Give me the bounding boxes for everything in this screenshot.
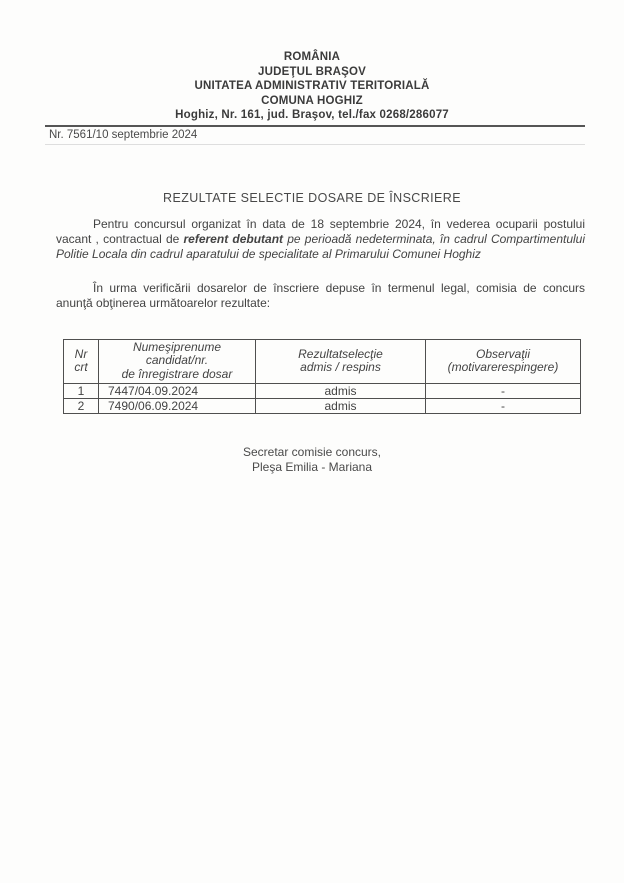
col-header-result (256, 339, 426, 384)
col-header-line: admis / respins (300, 360, 381, 375)
col-header-line: Rezultatselecţie (298, 346, 383, 361)
paragraph-intro (56, 217, 585, 262)
cell-result: admis (256, 399, 426, 414)
letterhead-commune: COMUNA HOGHIZ (261, 94, 363, 107)
registration-number: Nr. 7561/10 septembrie 2024 (45, 127, 585, 145)
cell-candidate: 7447/04.09.2024 (99, 384, 256, 399)
letterhead-authority: UNITATEA ADMINISTRATIV TERITORIALĂ (194, 80, 430, 93)
col-header-line: Observaţii (475, 346, 531, 361)
table-row (64, 399, 581, 414)
cell-result: admis (256, 384, 426, 399)
col-header-candidate (99, 339, 256, 384)
letterhead (0, 0, 624, 123)
cell-observations: - (426, 384, 581, 399)
table-header-row (64, 339, 581, 384)
paragraph-intro-position: referent debutant (183, 231, 284, 246)
letterhead-county: JUDEŢUL BRAŞOV (257, 65, 367, 78)
signature-name: Pleşa Emilia - Mariana (251, 460, 373, 475)
results-table (63, 339, 581, 415)
letterhead-address: Hoghiz, Nr. 161, jud. Braşov, tel./fax 0268/286077 (175, 109, 449, 122)
page-title: REZULTATE SELECTIE DOSARE DE ÎNSCRIERE (163, 190, 461, 205)
col-header-nr-crt (64, 339, 99, 384)
table-row (64, 384, 581, 399)
paragraph-results-announcement (56, 281, 585, 311)
col-header-line: Nr (74, 346, 88, 361)
paragraph-results-text: În urma verificării dosarelor de înscriere depuse în termenul legal, comisia de concurs anunţă obţinerea următoarelor rezultate: (56, 280, 585, 310)
col-header-line: crt (74, 360, 88, 375)
paragraph-intro-italic: pe perioadă nedeterminata, în cadrul Compartimentului Politie Locala din cadrul aparatului de specialitate al Primarului Comunei Hoghiz (56, 231, 586, 261)
letterhead-country: ROMÂNIA (283, 51, 341, 63)
col-header-line: de înregistrare dosar (121, 366, 233, 381)
col-header-line: Numeşiprenume candidat/nr. (132, 339, 222, 368)
signature-block (0, 445, 624, 475)
paragraph-intro-normal: Pentru concursul organizat în data de 18 septembrie 2024, în vederea ocuparii postului vacant , contractual de (56, 216, 585, 246)
cell-nr: 2 (64, 399, 99, 414)
cell-observations: - (426, 399, 581, 414)
signature-role: Secretar comisie concurs, (242, 445, 382, 460)
cell-nr: 1 (64, 384, 99, 399)
col-header-observations (426, 339, 581, 384)
cell-candidate: 7490/06.09.2024 (99, 399, 256, 414)
col-header-line: (motivarerespingere) (447, 360, 559, 375)
